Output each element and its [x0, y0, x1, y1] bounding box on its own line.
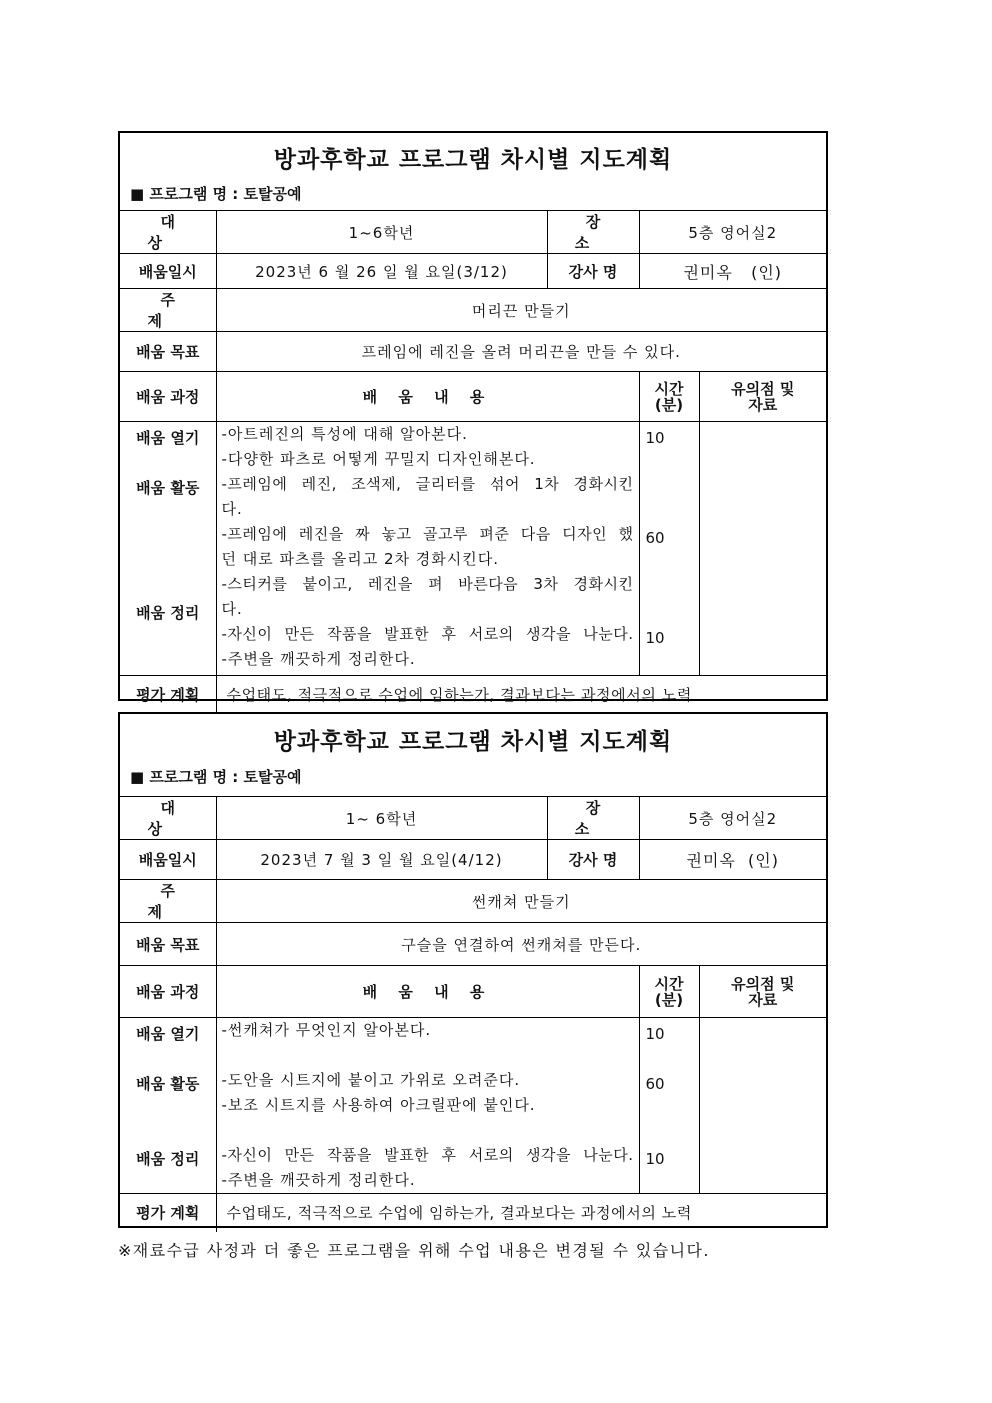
goal-label: 배움 목표	[120, 332, 216, 372]
topic-label: 주 제	[147, 291, 201, 330]
content-line: -도안을 시트지에 붙이고 가위로 오려준다.	[221, 1071, 521, 1089]
time-column	[639, 1018, 699, 1194]
notes-label-2: 자료	[748, 990, 778, 1009]
phase-open: 배움 열기	[136, 429, 200, 447]
teacher-label: 강사 명	[547, 254, 639, 289]
plan-title: 방과후학교 프로그램 차시별 지도계획	[273, 728, 673, 755]
plan-table	[120, 211, 826, 714]
content-line: -스티커를 붙이고, 레진을 펴 바른다음 3차 경화시킨	[221, 575, 634, 593]
phase-column	[120, 422, 216, 676]
teacher-value: 권미옥 (인)	[639, 840, 826, 880]
date-value: 2023년 7 월 3 일 월 요일(4/12)	[216, 840, 547, 880]
footnote: ※재료수급 사정과 더 좋은 프로그램을 위해 수업 내용은 변경될 수 있습니다.	[118, 1241, 710, 1260]
target-value: 1~6학년	[216, 211, 547, 254]
phase-column	[120, 1018, 216, 1194]
notes-cell	[699, 422, 826, 676]
notes-header	[699, 966, 826, 1018]
content-line: -다양한 파츠로 어떻게 꾸밀지 디자인해본다.	[221, 450, 536, 468]
content-line: 다.	[221, 500, 243, 518]
content-line: 던 대로 파츠를 올리고 2차 경화시킨다.	[221, 550, 500, 568]
notes-cell	[699, 1018, 826, 1194]
phase-activity: 배움 활동	[136, 1075, 200, 1093]
place-label: 장 소	[574, 213, 623, 252]
notes-label-2: 자료	[748, 395, 778, 414]
place-value: 5층 영어실2	[639, 211, 826, 254]
target-label: 대 상	[147, 213, 201, 252]
phase-open: 배움 열기	[136, 1025, 200, 1043]
place-value: 5층 영어실2	[639, 797, 826, 840]
time-activity: 60	[645, 529, 665, 547]
time-header	[639, 966, 699, 1018]
process-label: 배움 과정	[120, 966, 216, 1018]
phase-close: 배움 정리	[136, 604, 200, 622]
goal-value: 프레임에 레진을 올려 머리끈을 만들 수 있다.	[216, 332, 826, 372]
time-unit: (분)	[654, 395, 684, 414]
content-line: 다.	[221, 600, 243, 618]
time-label: 시간	[654, 974, 684, 993]
teacher-value: 권미옥 (인)	[639, 254, 826, 289]
plan-header	[120, 714, 826, 797]
time-unit: (분)	[654, 990, 684, 1009]
plan-title: 방과후학교 프로그램 차시별 지도계획	[273, 146, 673, 173]
content-line: -프레임에 레진을 짜 놓고 골고루 펴준 다음 디자인 했	[221, 525, 634, 543]
goal-label: 배움 목표	[120, 923, 216, 966]
notes-label: 유의점 및	[731, 379, 795, 398]
content-line: -주변을 깨끗하게 정리한다.	[221, 1171, 416, 1189]
time-open: 10	[645, 429, 665, 447]
time-open: 10	[645, 1025, 665, 1043]
teacher-label: 강사 명	[547, 840, 639, 880]
eval-value: 수업태도, 적극적으로 수업에 임하는가, 결과보다는 과정에서의 노력	[216, 676, 826, 714]
content-label: 배 움 내 용	[216, 966, 639, 1018]
program-name: ■ 프로그램 명 : 토탈공예	[130, 185, 302, 203]
date-value: 2023년 6 월 26 일 월 요일(3/12)	[216, 254, 547, 289]
topic-value: 썬캐쳐 만들기	[216, 880, 826, 923]
content-lines	[216, 1018, 639, 1194]
content-line: -주변을 깨끗하게 정리한다.	[221, 650, 416, 668]
time-close: 10	[645, 1150, 665, 1168]
program-name: ■ 프로그램 명 : 토탈공예	[130, 768, 302, 786]
notes-label: 유의점 및	[731, 974, 795, 993]
time-close: 10	[645, 629, 665, 647]
target-value: 1~ 6학년	[216, 797, 547, 840]
date-label: 배움일시	[120, 254, 216, 289]
content-line: -자신이 만든 작품을 발표한 후 서로의 생각을 나눈다.	[221, 625, 634, 643]
time-activity: 60	[645, 1075, 665, 1093]
eval-label: 평가 계획	[120, 1194, 216, 1232]
content-label: 배 움 내 용	[216, 372, 639, 422]
eval-label: 평가 계획	[120, 676, 216, 714]
time-header	[639, 372, 699, 422]
topic-value: 머리끈 만들기	[216, 289, 826, 332]
content-lines	[216, 422, 639, 676]
plan-table	[120, 797, 826, 1232]
place-label: 장 소	[574, 799, 623, 838]
content-line: -보조 시트지를 사용하여 아크릴판에 붙인다.	[221, 1096, 536, 1114]
content-line: -썬캐쳐가 무엇인지 알아본다.	[221, 1021, 432, 1039]
topic-label: 주 제	[147, 882, 201, 921]
goal-value: 구슬을 연결하여 썬캐쳐를 만든다.	[216, 923, 826, 966]
lesson-plan-2	[118, 712, 828, 1228]
time-column	[639, 422, 699, 676]
notes-header	[699, 372, 826, 422]
target-label: 대 상	[147, 799, 201, 838]
date-label: 배움일시	[120, 840, 216, 880]
content-line: -자신이 만든 작품을 발표한 후 서로의 생각을 나눈다.	[221, 1146, 634, 1164]
phase-activity: 배움 활동	[136, 479, 200, 497]
content-line: -아트레진의 특성에 대해 알아본다.	[221, 425, 468, 443]
phase-close: 배움 정리	[136, 1150, 200, 1168]
lesson-plan-1	[118, 131, 828, 705]
eval-value: 수업태도, 적극적으로 수업에 임하는가, 결과보다는 과정에서의 노력	[216, 1194, 826, 1232]
process-label: 배움 과정	[120, 372, 216, 422]
content-line: -프레임에 레진, 조색제, 글리터를 섞어 1차 경화시킨	[221, 475, 634, 493]
time-label: 시간	[654, 379, 684, 398]
plan-header	[120, 133, 826, 211]
